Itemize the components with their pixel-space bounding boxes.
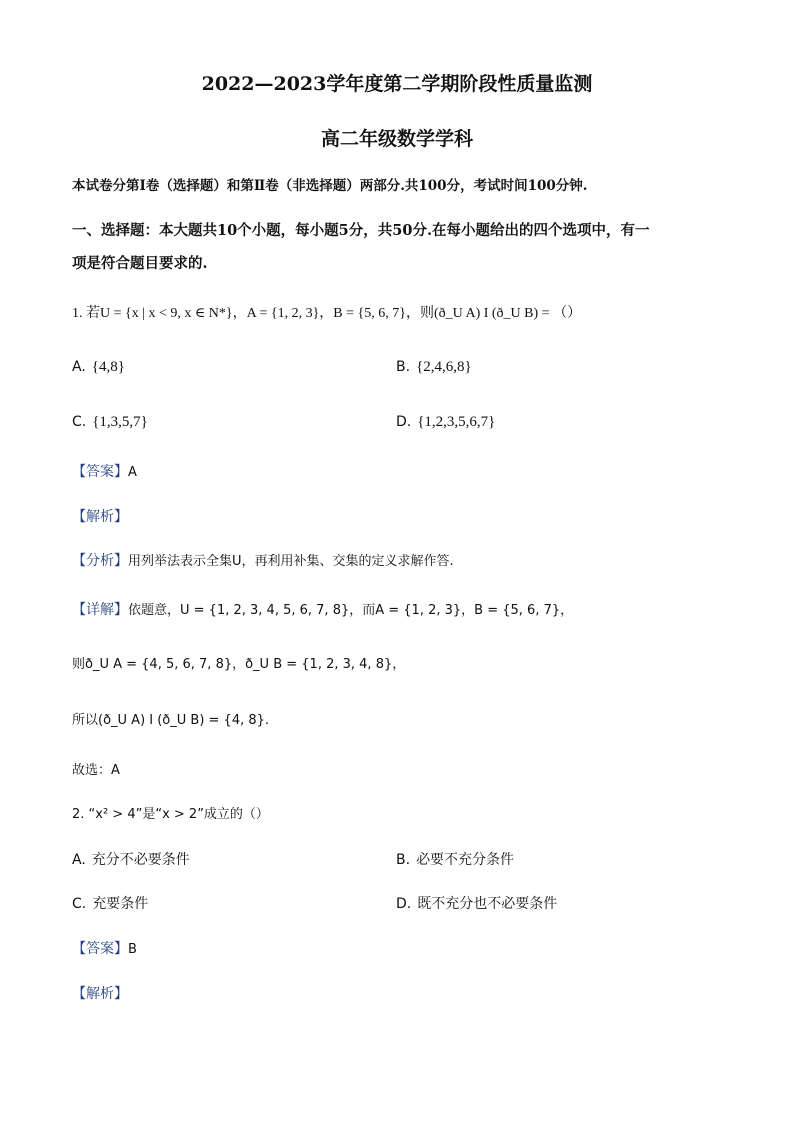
- q1-option-d: [396, 413, 495, 431]
- q2-answer-tag: 【答案】: [72, 941, 128, 957]
- q1-option-d-value: {1,2,3,5,6,7}: [417, 414, 496, 430]
- q2-option-d-value: 既不充分也不必要条件: [417, 896, 558, 912]
- page-subtitle: 高二年级数学学科: [320, 128, 473, 150]
- q2-option-a: [72, 851, 190, 869]
- q2-analysis-tag: 【解析】: [72, 986, 128, 1002]
- q1-option-c: [72, 413, 148, 431]
- q1-option-a-label: A.: [72, 359, 86, 375]
- q1-answer-tag: 【答案】: [72, 464, 128, 480]
- q2-option-d-label: D.: [396, 896, 412, 912]
- q2-option-b-value: 必要不充分条件: [416, 852, 515, 868]
- q1-fenxi-text: 用列举法表示全集U，再利用补集、交集的定义求解作答.: [128, 554, 454, 569]
- q2-option-a-label: A.: [72, 852, 86, 868]
- q2-option-d: [396, 895, 557, 913]
- q2-answer: [72, 940, 137, 959]
- q1-conclusion: 故选：A: [72, 763, 120, 778]
- q1-answer-value: A: [128, 465, 137, 480]
- q1-xiangjie-text: 依题意，U = {1, 2, 3, 4, 5, 6, 7, 8}，而A = {1, 2, 3}，B = {5, 6, 7}，: [128, 603, 574, 618]
- section1-line1: 一、选择题：本大题共10个小题，每小题5分，共50分.在每小题给出的四个选项中，有一: [72, 222, 650, 239]
- q1-option-c-value: {1,3,5,7}: [92, 414, 148, 430]
- q1-xiangjie: [72, 601, 573, 620]
- q2-answer-value: B: [128, 942, 137, 957]
- q1-option-b-value: {2,4,6,8}: [416, 359, 472, 375]
- q2-option-c-value: 充要条件: [92, 896, 149, 912]
- q1-analysis: [72, 508, 128, 526]
- page-title: 2022—2023学年度第二学期阶段性质量监测: [201, 73, 593, 95]
- q1-option-a: [72, 358, 125, 376]
- q1-stem: 1. 若U = {x | x < 9, x ∈ N*}，A = {1, 2, 3}，B = {5, 6, 7}，则(ð_U A) I (ð_U B) = （）: [72, 306, 582, 321]
- q2-option-b-label: B.: [396, 852, 411, 868]
- q1-analysis-tag: 【解析】: [72, 509, 128, 525]
- q2-option-c: [72, 895, 148, 913]
- q1-option-b: [396, 358, 472, 376]
- q1-step1: 则ð_U A = {4, 5, 6, 7, 8}，ð_U B = {1, 2, 3, 4, 8}，: [72, 657, 406, 672]
- section1-line2: 项是符合题目要求的.: [72, 255, 208, 272]
- q1-step2: 所以(ð_U A) I (ð_U B) = {4, 8}.: [72, 713, 270, 728]
- q2-option-b: [396, 851, 514, 869]
- intro-text: 本试卷分第Ⅰ卷（选择题）和第Ⅱ卷（非选择题）两部分.共100分，考试时间100分钟.: [72, 178, 588, 194]
- q1-xiangjie-tag: 【详解】: [72, 602, 128, 618]
- q2-analysis: [72, 985, 128, 1003]
- q1-answer: [72, 463, 137, 482]
- q1-fenxi-tag: 【分析】: [72, 553, 128, 569]
- q1-fenxi: [72, 552, 454, 571]
- q1-option-b-label: B.: [396, 359, 411, 375]
- q2-stem: 2. “x² > 4”是“x > 2”成立的（）: [72, 807, 269, 822]
- q1-option-d-label: D.: [396, 414, 412, 430]
- q2-option-a-value: 充分不必要条件: [91, 852, 190, 868]
- q1-option-c-label: C.: [72, 414, 87, 430]
- q2-option-c-label: C.: [72, 896, 87, 912]
- q1-option-a-value: {4,8}: [91, 359, 125, 375]
